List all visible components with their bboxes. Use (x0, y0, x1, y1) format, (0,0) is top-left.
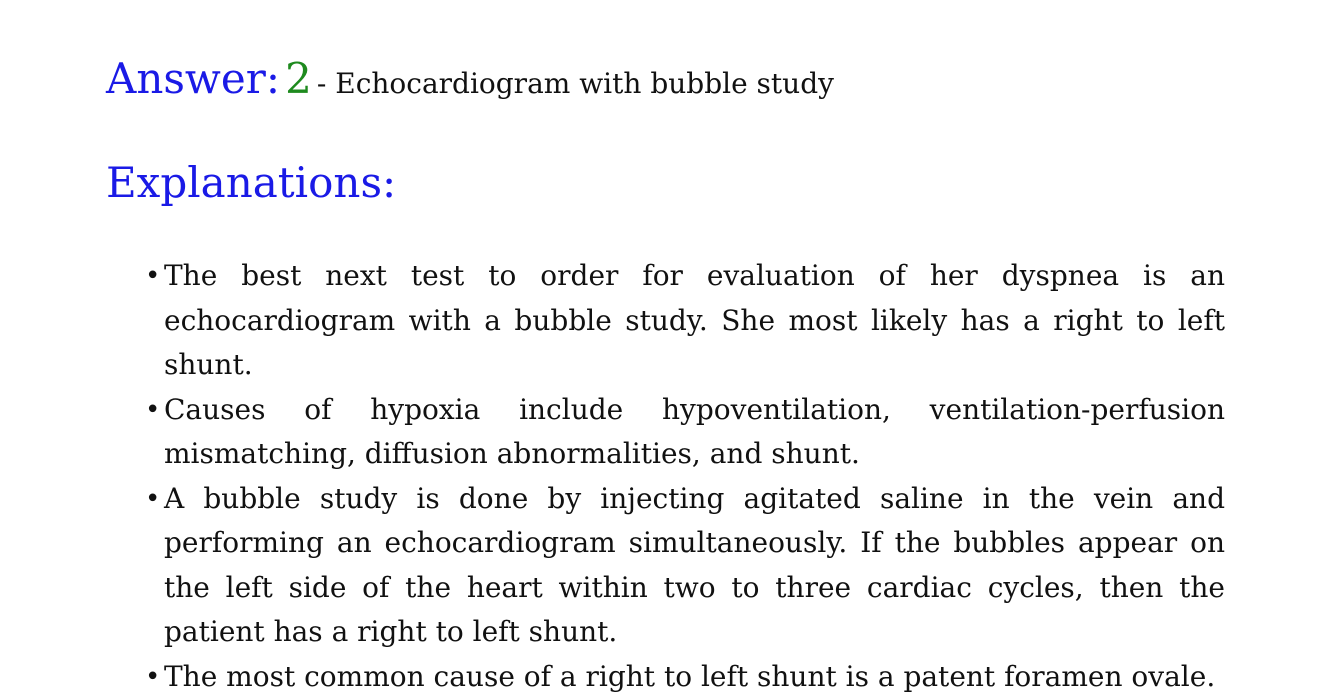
bullet-icon: • (145, 388, 160, 433)
answer-line (106, 58, 834, 100)
explanation-item (145, 477, 1225, 655)
answer-number: 2 (285, 54, 312, 103)
answer-text: - Echocardiogram with bubble study (317, 67, 834, 100)
explanation-text: Causes of hypoxia include hypoventilation, ventilation-perfusion mismatching, diffusion abnormalities, and shunt. (164, 393, 1225, 471)
explanation-text: The most common cause of a right to left shunt is a patent foramen ovale. (164, 660, 1215, 693)
explanation-item (145, 388, 1225, 477)
bullet-icon: • (145, 477, 160, 522)
explanation-text: A bubble study is done by injecting agitated saline in the vein and performing an echocardiogram simultaneously. If the bubbles appear on the left side of the heart within two to three cardiac cycles, then the patient has a right to left shunt. (164, 482, 1225, 649)
explanation-item (145, 655, 1225, 699)
explanations-list (145, 254, 1225, 699)
explanation-text: The best next test to order for evaluation of her dyspnea is an echocardiogram with a bubble study. She most likely has a right to left shunt. (164, 259, 1225, 381)
answer-label: Answer: (106, 54, 280, 103)
explanations-heading: Explanations: (106, 160, 396, 206)
explanation-item (145, 254, 1225, 388)
bullet-icon: • (145, 655, 160, 699)
bullet-icon: • (145, 254, 160, 299)
